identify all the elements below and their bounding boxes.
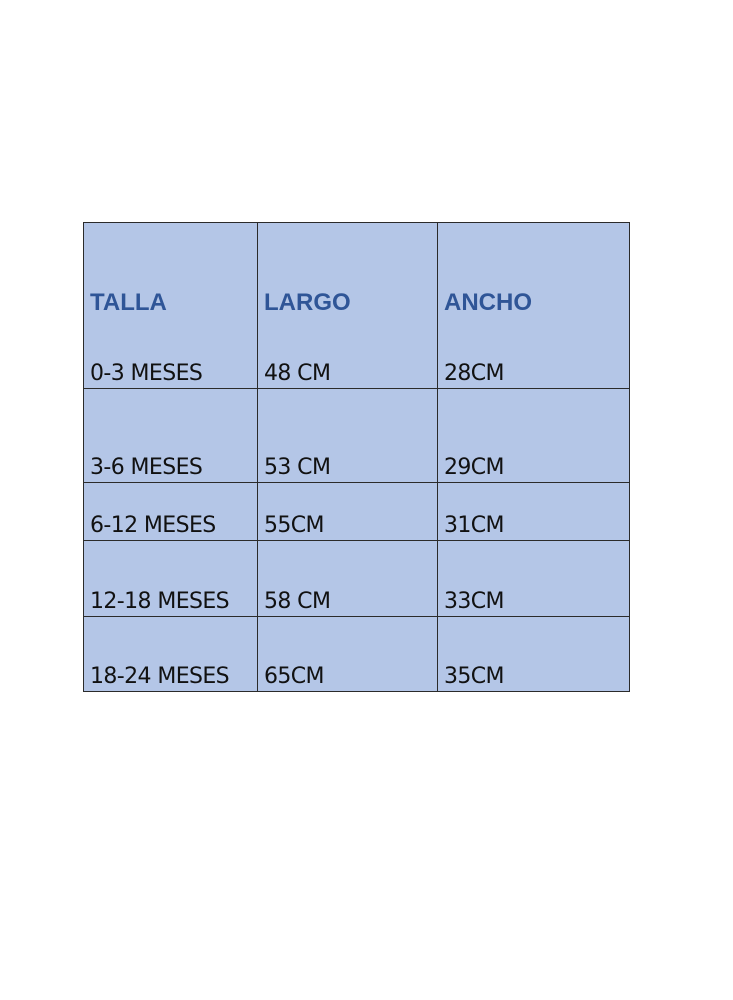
largo-cell bbox=[258, 483, 438, 541]
table-row bbox=[84, 389, 630, 483]
largo-cell bbox=[258, 223, 438, 389]
largo-cell bbox=[258, 617, 438, 692]
header-talla: TALLA bbox=[90, 289, 167, 316]
ancho-cell bbox=[438, 541, 630, 617]
ancho-cell bbox=[438, 223, 630, 389]
talla-cell bbox=[84, 617, 258, 692]
talla-cell bbox=[84, 389, 258, 483]
largo-cell bbox=[258, 541, 438, 617]
largo-value: 48 CM bbox=[264, 361, 331, 386]
talla-value: 18-24 MESES bbox=[90, 664, 230, 689]
largo-value: 58 CM bbox=[264, 589, 331, 614]
talla-cell bbox=[84, 223, 258, 389]
header-ancho: ANCHO bbox=[444, 289, 532, 316]
talla-value: 12-18 MESES bbox=[90, 589, 230, 614]
talla-value: 0-3 MESES bbox=[90, 361, 203, 386]
table-row bbox=[84, 223, 630, 389]
table-row bbox=[84, 617, 630, 692]
talla-cell bbox=[84, 541, 258, 617]
largo-value: 65CM bbox=[264, 664, 324, 689]
talla-cell bbox=[84, 483, 258, 541]
size-chart-table bbox=[83, 222, 630, 692]
ancho-value: 35CM bbox=[444, 664, 504, 689]
largo-cell bbox=[258, 389, 438, 483]
ancho-value: 33CM bbox=[444, 589, 504, 614]
ancho-cell bbox=[438, 483, 630, 541]
largo-value: 55CM bbox=[264, 513, 324, 538]
ancho-value: 29CM bbox=[444, 455, 504, 480]
header-largo: LARGO bbox=[264, 289, 351, 316]
ancho-cell bbox=[438, 617, 630, 692]
talla-value: 3-6 MESES bbox=[90, 455, 203, 480]
talla-value: 6-12 MESES bbox=[90, 513, 216, 538]
largo-value: 53 CM bbox=[264, 455, 331, 480]
ancho-cell bbox=[438, 389, 630, 483]
ancho-value: 28CM bbox=[444, 361, 504, 386]
table-row bbox=[84, 483, 630, 541]
ancho-value: 31CM bbox=[444, 513, 504, 538]
table-row bbox=[84, 541, 630, 617]
